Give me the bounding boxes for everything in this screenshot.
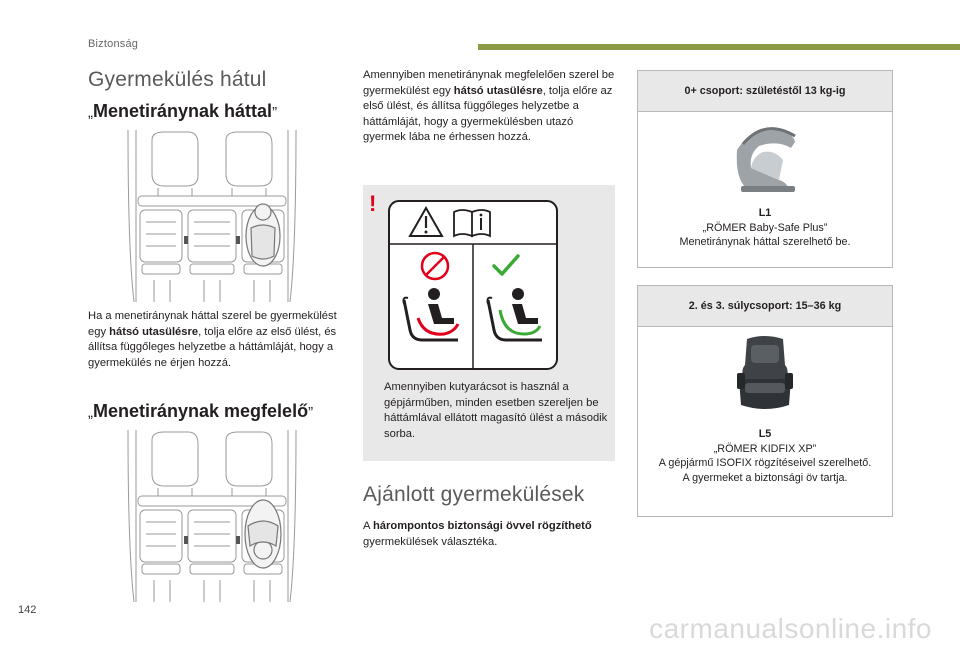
seat-table-group0 [637,70,893,268]
seat-name-l1: „RÖMER Baby-Safe Plus” [702,221,828,234]
subtitle-rearward: „Menetiránynak háttal” [88,101,278,121]
watermark: carmanualsonline.info [649,613,932,644]
subtitle-forward: „Menetiránynak megfelelő” [88,401,314,421]
seat-note-l1: Menetiránynak háttal szerelhető be. [679,236,851,248]
table-header: 2. és 3. súlycsoport: 15–36 kg [638,286,892,327]
warning-exclamation-icon: ! [369,191,377,216]
seat-note1-l5: A gépjármű ISOFIX rögzítéseivel szerelhető. [658,457,872,469]
warning-pictogram [388,200,558,370]
seat-code-l1: L1 [758,207,772,219]
header-accent-bar [478,44,960,50]
seat-name-l5: „RÖMER KIDFIX XP” [713,442,817,455]
table-header: 0+ csoport: születéstől 13 kg-ig [638,71,892,112]
seat-code-l5: L5 [758,428,772,440]
forward-paragraph: Amennyiben menetiránynak megfelelően szerel be gyermekülést egy hátsó utasülésre, tolja előre az első ülést, és állítsa függőleges helyzetbe a háttámláját, hogy a gyermekülésben utazó gyermek lába ne érhessen hozzá. [363,69,615,143]
section-label: Biztonság [88,38,139,50]
rear-seat-diagram-forward [124,430,300,602]
section-title: Ajánlott gyermekülések [363,483,585,506]
rear-seat-diagram-rearward [124,130,300,302]
booster-seat-image [735,335,795,415]
page-number: 142 [18,604,37,616]
seat-table-group23 [637,285,893,517]
baby-seat-image [729,120,801,196]
rearward-paragraph: Ha a menetiránynak háttal szerel be gyermekülést egy hátsó utasülésre, tolja előre az első ülést, és állítsa függőleges helyzetbe a háttámláját, hogy a gyermekülés ne érjen hozzá. [88,310,337,369]
seat-note2-l5: A gyermeket a biztonsági öv tartja. [682,471,848,484]
warning-text: Amennyiben kutyarácsot is használ a gépjárműben, minden esetben szereljen be háttámlával ellátott magasító ülést a második sorba. [384,381,608,440]
page-title: Gyermekülés hátul [88,68,267,91]
section-intro: A hárompontos biztonsági övvel rögzíthető gyermekülések választéka. [363,520,592,548]
